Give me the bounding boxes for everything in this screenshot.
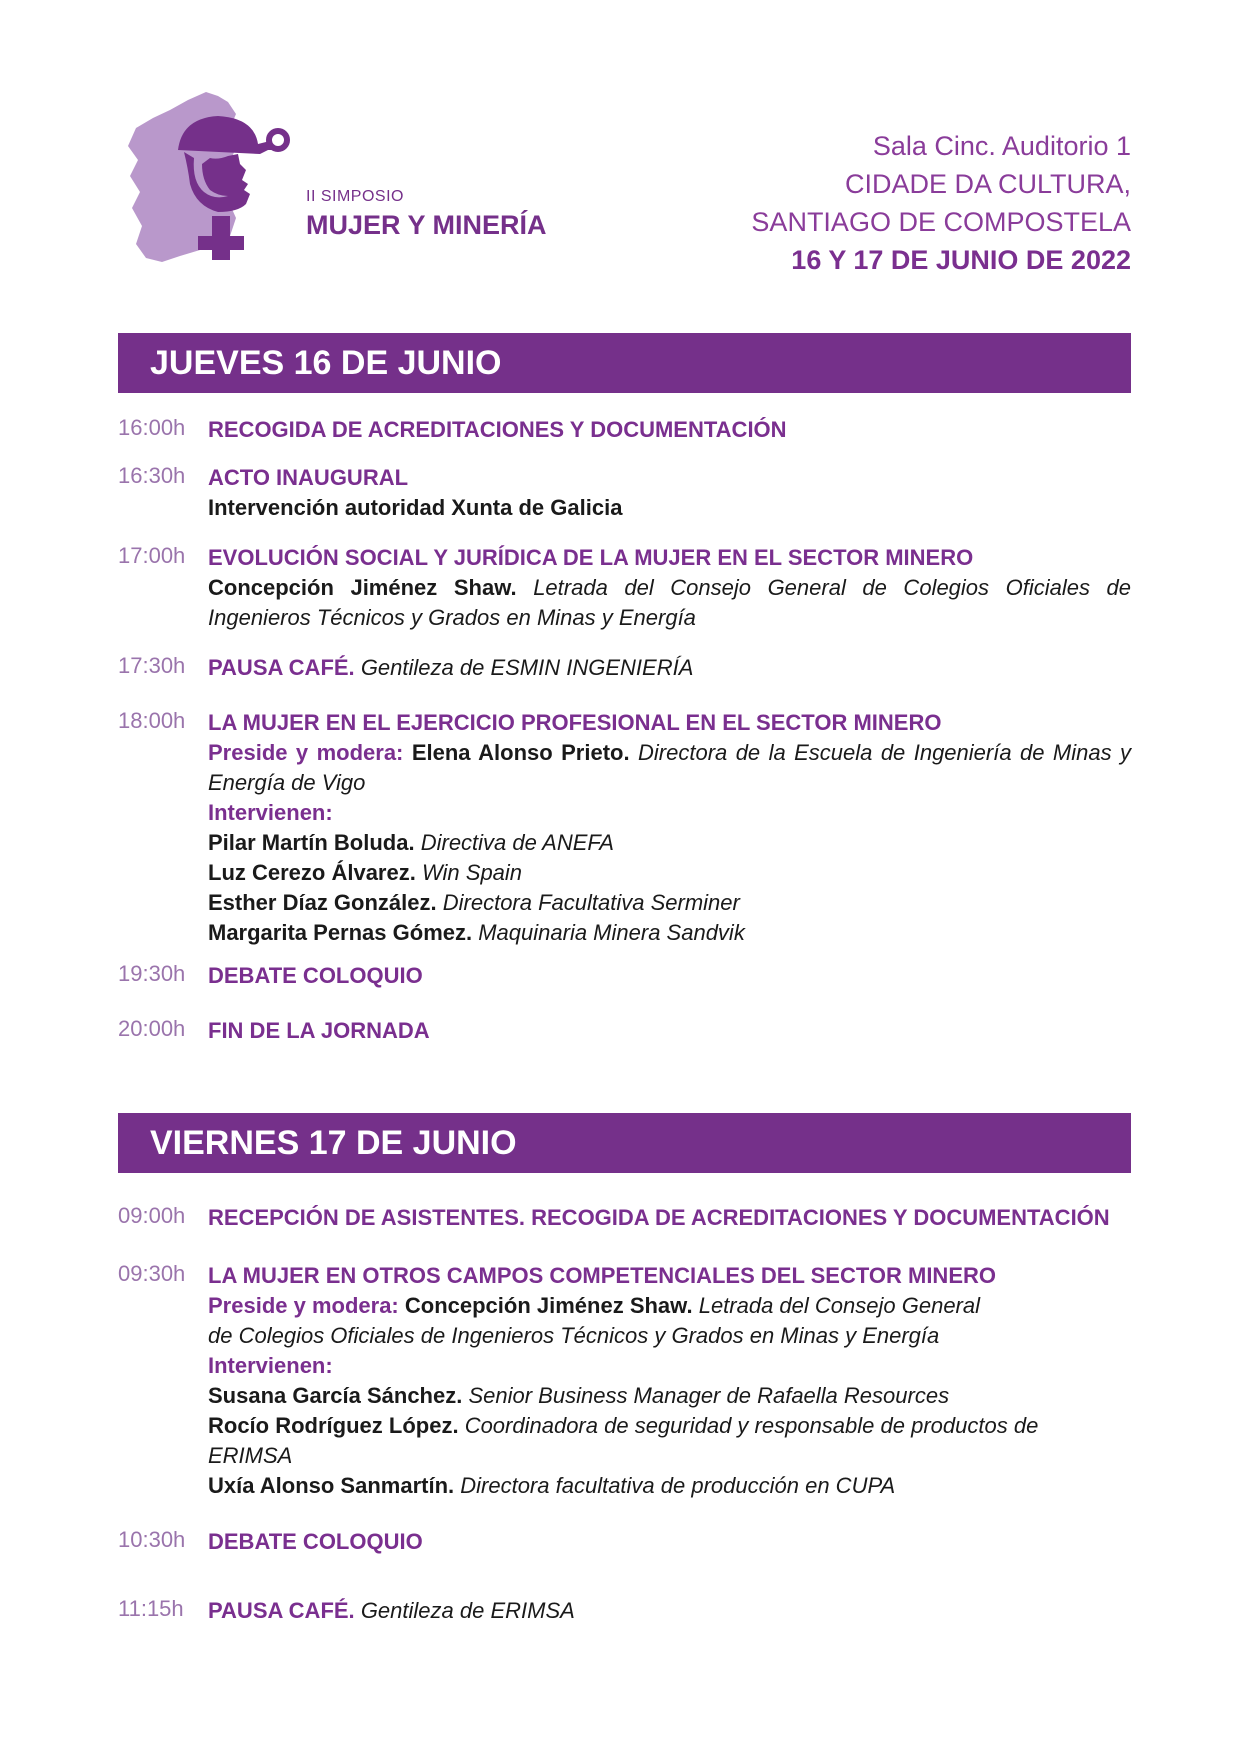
agenda-note: Gentileza de ESMIN INGENIERÍA (360, 655, 694, 680)
panelist (208, 1381, 1131, 1411)
panelist (208, 858, 1131, 888)
moderator-label: Preside y modera: (208, 740, 404, 765)
venue-city: SANTIAGO DE COMPOSTELA (751, 207, 1131, 237)
agenda-title: DEBATE COLOQUIO (208, 963, 423, 988)
agenda-title: RECEPCIÓN DE ASISTENTES. RECOGIDA DE ACREDITACIONES Y DOCUMENTACIÓN (208, 1205, 1110, 1230)
moderator-role-cont: de Colegios Oficiales de Ingenieros Técnicos y Grados en Minas y Energía (208, 1323, 940, 1348)
moderator-line (208, 738, 1131, 798)
event-dates: 16 Y 17 DE JUNIO DE 2022 (791, 245, 1131, 275)
agenda-time: 17:30h (118, 653, 186, 678)
panel-label: Intervienen: (208, 1353, 333, 1378)
panelist (208, 1471, 1131, 1501)
speaker-line (208, 573, 1131, 633)
moderator-role: Directora de la Escuela de Ingeniería de Minas y Energía de Vigo (208, 740, 1132, 795)
agenda-time: 16:30h (118, 463, 186, 488)
agenda-time: 09:30h (118, 1261, 186, 1286)
panelist (208, 888, 1131, 918)
panelist-role: Directiva de ANEFA (420, 830, 614, 855)
panelist (208, 918, 1131, 948)
speaker-role: Letrada del Consejo General de Colegios Oficiales de Ingenieros Técnicos y Grados en Minas y Energía (208, 575, 1131, 630)
moderator-role: Letrada del Consejo General (698, 1293, 980, 1318)
agenda-time: 18:00h (118, 708, 186, 733)
agenda-title: ACTO INAUGURAL (208, 465, 409, 490)
panelist-role: Directora facultativa de producción en CUPA (460, 1473, 896, 1498)
panelist-name: Uxía Alonso Sanmartín. (208, 1473, 455, 1498)
agenda-time: 20:00h (118, 1016, 186, 1041)
panelist-role: Senior Business Manager de Rafaella Resources (468, 1383, 950, 1408)
agenda-title: LA MUJER EN OTROS CAMPOS COMPETENCIALES DEL SECTOR MINERO (208, 1263, 996, 1288)
agenda-title: PAUSA CAFÉ. (208, 655, 355, 680)
logo-subtitle: II SIMPOSIO (306, 188, 404, 205)
panel-label: Intervienen: (208, 800, 333, 825)
agenda-time: 19:30h (118, 961, 186, 986)
panelist-role: Directora Facultativa Serminer (442, 890, 740, 915)
panelist-role: Maquinaria Minera Sandvik (478, 920, 745, 945)
agenda-title: RECOGIDA DE ACREDITACIONES Y DOCUMENTACIÓN (208, 417, 787, 442)
agenda-title: PAUSA CAFÉ. (208, 1598, 355, 1623)
venue-room: Sala Cinc. Auditorio 1 (872, 131, 1131, 161)
agenda-title: FIN DE LA JORNADA (208, 1018, 430, 1043)
speaker-name: Concepción Jiménez Shaw. (208, 575, 517, 600)
panelist-name: Pilar Martín Boluda. (208, 830, 415, 855)
agenda-time: 17:00h (118, 543, 186, 568)
day-header-thursday: JUEVES 16 DE JUNIO (118, 333, 1131, 393)
panelist-name: Esther Díaz González. (208, 890, 437, 915)
logo-title: MUJER Y MINERÍA (306, 210, 547, 240)
agenda-time: 11:15h (118, 1596, 184, 1621)
moderator-line (208, 1291, 1131, 1321)
agenda-time: 16:00h (118, 415, 186, 440)
agenda-title: LA MUJER EN EL EJERCICIO PROFESIONAL EN EL SECTOR MINERO (208, 710, 942, 735)
galicia-map-miner-icon (118, 88, 318, 278)
agenda-time: 10:30h (118, 1527, 186, 1552)
agenda-title: DEBATE COLOQUIO (208, 1529, 423, 1554)
agenda-subtitle: Intervención autoridad Xunta de Galicia (208, 495, 623, 520)
day-header-friday: VIERNES 17 DE JUNIO (118, 1113, 1131, 1173)
moderator-label: Preside y modera: (208, 1293, 399, 1318)
event-logo (118, 88, 547, 278)
panelist-name: Rocío Rodríguez López. (208, 1413, 459, 1438)
venue-building: CIDADE DA CULTURA, (844, 169, 1131, 199)
moderator-name: Concepción Jiménez Shaw. (404, 1293, 693, 1318)
venue-block (751, 127, 1131, 279)
panelist (208, 828, 1131, 858)
agenda-note: Gentileza de ERIMSA (360, 1598, 575, 1623)
panelist (208, 1411, 1131, 1471)
agenda-time: 09:00h (118, 1203, 186, 1228)
panelist-name: Susana García Sánchez. (208, 1383, 463, 1408)
panelist-role: Win Spain (421, 860, 523, 885)
panelist-name: Luz Cerezo Álvarez. (208, 860, 416, 885)
panelist-name: Margarita Pernas Gómez. (208, 920, 473, 945)
agenda-title: EVOLUCIÓN SOCIAL Y JURÍDICA DE LA MUJER EN EL SECTOR MINERO (208, 545, 974, 570)
moderator-name: Elena Alonso Prieto. (411, 740, 630, 765)
panelist-role: Coordinadora de seguridad y responsable de productos de ERIMSA (208, 1413, 1039, 1468)
